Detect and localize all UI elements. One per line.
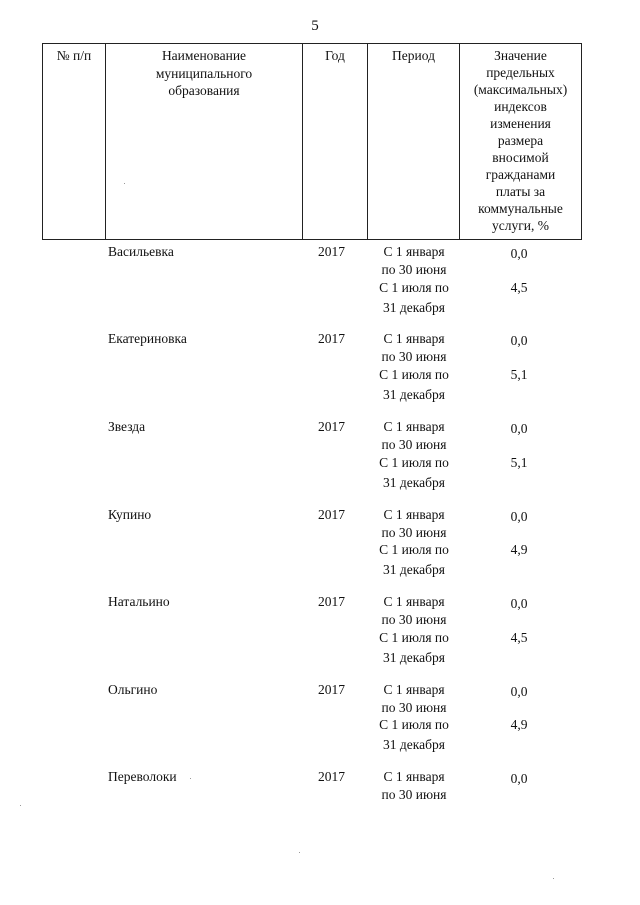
- year-value: 2017: [318, 769, 345, 784]
- municipality-name: Васильевка: [108, 244, 174, 259]
- index-value-second-half: 4,5: [510, 630, 528, 645]
- period-first-half: С 1 января по 30 июня: [381, 331, 447, 364]
- year-value: 2017: [318, 594, 345, 609]
- period-second-half: С 1 июля по 31 декабря: [379, 280, 449, 315]
- year-value: 2017: [318, 682, 345, 697]
- index-value-second-half: 4,9: [510, 717, 528, 732]
- column-divider: [367, 43, 368, 240]
- page-number: 5: [311, 18, 319, 34]
- period-first-half: С 1 января по 30 июня: [381, 594, 447, 627]
- index-value-first-half: 0,0: [510, 246, 528, 261]
- header-year: Год: [325, 48, 345, 63]
- header-name: Наименование муниципального образования: [155, 48, 253, 98]
- year-value: 2017: [318, 244, 345, 259]
- period-first-half: С 1 января по 30 июня: [381, 682, 447, 715]
- index-value-first-half: 0,0: [510, 421, 528, 436]
- period-first-half: С 1 января по 30 июня: [381, 244, 447, 277]
- index-value-first-half: 0,0: [510, 771, 528, 786]
- municipality-name: Купино: [108, 507, 152, 522]
- period-first-half: С 1 января по 30 июня: [381, 769, 447, 802]
- period-second-half: С 1 июля по 31 декабря: [379, 455, 449, 490]
- column-divider: [302, 43, 303, 240]
- period-first-half: С 1 января по 30 июня: [381, 507, 447, 540]
- period-second-half: С 1 июля по 31 декабря: [379, 717, 449, 752]
- index-value-first-half: 0,0: [510, 333, 528, 348]
- header-number: № п/п: [56, 48, 92, 63]
- scan-speck: [124, 183, 125, 184]
- header-period: Период: [392, 48, 435, 63]
- year-value: 2017: [318, 419, 345, 434]
- municipality-name: Переволоки: [108, 769, 177, 784]
- municipality-name: Екатериновка: [108, 331, 187, 346]
- scan-speck: [553, 878, 554, 879]
- index-value-second-half: 5,1: [510, 455, 528, 470]
- municipality-name: Ольгино: [108, 682, 158, 697]
- period-first-half: С 1 января по 30 июня: [381, 419, 447, 452]
- scan-speck: [190, 778, 191, 779]
- header-value: Значение предельных (максимальных) индексов изменения размера вносимой гражданами платы за коммунальные услуги, %: [473, 48, 568, 233]
- index-value-first-half: 0,0: [510, 509, 528, 524]
- municipality-name: Натальино: [108, 594, 170, 609]
- year-value: 2017: [318, 507, 345, 522]
- index-value-second-half: 4,9: [510, 542, 528, 557]
- index-value-second-half: 5,1: [510, 367, 528, 382]
- period-second-half: С 1 июля по 31 декабря: [379, 542, 449, 577]
- period-second-half: С 1 июля по 31 декабря: [379, 630, 449, 665]
- year-value: 2017: [318, 331, 345, 346]
- scan-speck: [299, 852, 300, 853]
- index-value-first-half: 0,0: [510, 684, 528, 699]
- scan-speck: [20, 805, 21, 806]
- index-value-second-half: 4,5: [510, 280, 528, 295]
- municipality-name: Звезда: [108, 419, 146, 434]
- index-value-first-half: 0,0: [510, 596, 528, 611]
- period-second-half: С 1 июля по 31 декабря: [379, 367, 449, 402]
